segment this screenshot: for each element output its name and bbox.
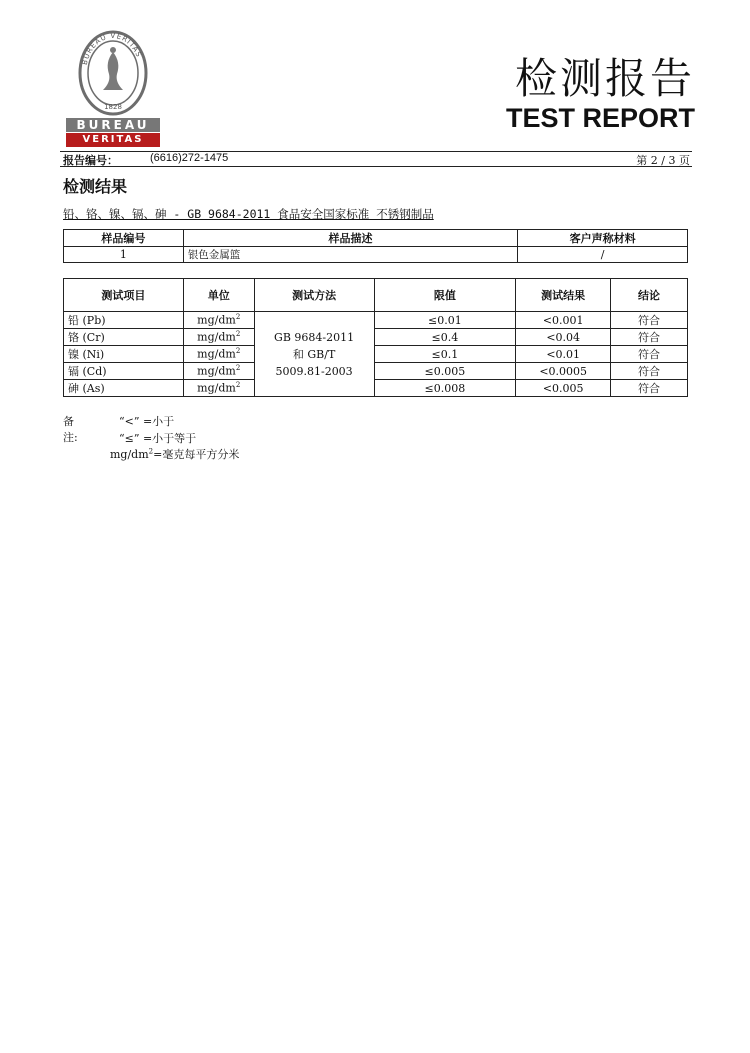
conclusion: 符合 (611, 363, 688, 380)
note-less-equal: “≤” =小于等于 (119, 432, 197, 445)
report-title-en: TEST REPORT (505, 103, 695, 133)
result: <0.04 (516, 329, 611, 346)
unit-base: mg/dm (197, 313, 236, 327)
method-line-3: 5009.81-2003 (275, 364, 353, 378)
table-row (64, 312, 688, 329)
method-line-2: 和 GB/T (292, 347, 336, 361)
logo-word-veritas: VERITAS (66, 133, 160, 147)
unit-sup: 2 (235, 313, 241, 322)
unit-base: mg/dm (197, 330, 236, 344)
sample-desc-header: 样品描述 (183, 230, 517, 247)
unit (183, 329, 254, 346)
header-divider-bottom (60, 166, 692, 167)
logo-ring-text: BUREAU VERITAS (80, 31, 143, 66)
logo-emblem-icon (78, 30, 148, 116)
logo-word-bureau: BUREAU (66, 118, 160, 132)
unit (183, 346, 254, 363)
test-item: 铅 (Pb) (64, 312, 184, 329)
notes-label: 备注: (63, 415, 78, 444)
result-header: 测试结果 (516, 279, 611, 312)
table-row (64, 346, 688, 363)
sample-material-header: 客户声称材料 (518, 230, 688, 247)
report-number: (6616)272-1475 (150, 152, 229, 164)
limit-header: 限值 (374, 279, 516, 312)
unit (183, 363, 254, 380)
result: <0.005 (516, 380, 611, 397)
table-row (64, 380, 688, 397)
table-row (64, 247, 688, 263)
results-table-header (64, 279, 688, 312)
test-method (254, 312, 374, 397)
sample-table-header (64, 230, 688, 247)
results-table (63, 278, 688, 397)
test-subtitle: 铅、铬、镍、镉、砷 - GB 9684-2011 食品安全国家标准 不锈钢制品 (63, 207, 434, 221)
unit-base: mg/dm (197, 364, 236, 378)
limit: ≤0.01 (374, 312, 516, 329)
sample-id-header: 样品编号 (64, 230, 184, 247)
limit: ≤0.4 (374, 329, 516, 346)
unit-sup: 2 (235, 364, 241, 373)
test-item-header: 测试项目 (64, 279, 184, 312)
sample-id: 1 (64, 247, 184, 263)
sample-material: / (518, 247, 688, 263)
note-unit-base: mg/dm (110, 448, 149, 461)
result: <0.001 (516, 312, 611, 329)
unit-base: mg/dm (197, 381, 236, 395)
unit-base: mg/dm (197, 347, 236, 361)
section-title: 检测结果 (63, 177, 128, 196)
conclusion: 符合 (611, 329, 688, 346)
sample-desc: 银色金属篮 (183, 247, 517, 263)
test-item: 镉 (Cd) (64, 363, 184, 380)
test-item: 镍 (Ni) (64, 346, 184, 363)
table-row (64, 329, 688, 346)
limit: ≤0.008 (374, 380, 516, 397)
report-number-label: 报告编号： (63, 154, 118, 167)
test-item: 砷 (As) (64, 380, 184, 397)
result: <0.0005 (516, 363, 611, 380)
unit-header: 单位 (183, 279, 254, 312)
table-row (64, 363, 688, 380)
unit-sup: 2 (235, 330, 241, 339)
unit (183, 380, 254, 397)
conclusion: 符合 (611, 380, 688, 397)
limit: ≤0.005 (374, 363, 516, 380)
unit-sup: 2 (235, 381, 241, 390)
result: <0.01 (516, 346, 611, 363)
method-header: 测试方法 (254, 279, 374, 312)
conclusion: 符合 (611, 312, 688, 329)
conclusion-header: 结论 (611, 279, 688, 312)
test-item: 铬 (Cr) (64, 329, 184, 346)
unit (183, 312, 254, 329)
unit-sup: 2 (235, 347, 241, 356)
conclusion: 符合 (611, 346, 688, 363)
note-less-than: “<” =小于 (119, 415, 175, 428)
limit: ≤0.1 (374, 346, 516, 363)
logo-year: 1828 (104, 103, 122, 111)
page-number: 第 2 / 3 页 (636, 154, 690, 167)
note-unit-sup: 2 (148, 447, 154, 456)
note-unit (110, 446, 239, 462)
note-unit-meaning: =毫克每平方分米 (153, 448, 240, 461)
report-title-cn: 检测报告 (514, 54, 695, 103)
sample-table (63, 229, 688, 263)
method-line-1: GB 9684-2011 (274, 330, 355, 344)
